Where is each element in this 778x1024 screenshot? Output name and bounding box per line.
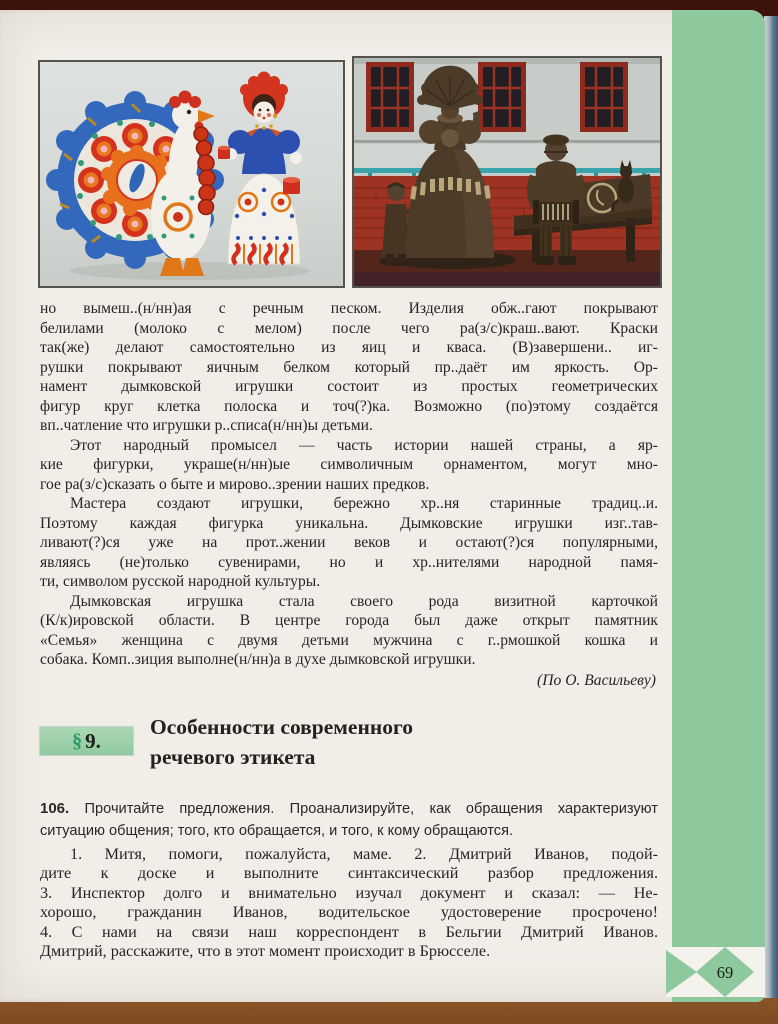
section-heading	[40, 715, 658, 795]
section-title	[150, 713, 413, 772]
text-line: рушки покрывают яичным белком который пр..даёт им яркость. Ор-	[40, 358, 658, 376]
text-line: Дымковская игрушка стала своего рода визитной карточкой	[70, 592, 658, 610]
text-line: кие фигурки, украше(н/нн)ые символичным орнаментом, могут мно-	[40, 456, 658, 473]
page-number-band	[666, 947, 765, 997]
family-monument-photo	[352, 56, 662, 288]
body-paragraph	[40, 592, 658, 670]
instruction-line: 106. Прочитайте предложения. Проанализируйте, как обращения характеризуют	[40, 800, 658, 817]
exercise-sentences	[40, 845, 658, 961]
text-line: так(же) делают самостоятельно из яиц и кваса. (В)завершени.. иг-	[40, 339, 658, 356]
text-line: собака. Комп..зиция выполне(н/нн)а в духе дымковской игрушки.	[40, 651, 476, 668]
page-number: 69	[716, 963, 734, 982]
text-line: вп..чатление что игрушки р..списа(н/нн)ы детьми.	[40, 417, 373, 434]
green-side-strip	[672, 10, 765, 1002]
sentence-line: 4. С нами на связи наш корреспондент в Бельгии Дмитрий Иванов.	[40, 922, 658, 941]
building-windows	[366, 62, 628, 132]
sentence-line: хорошо, гражданин Иванов, водительское удостоверение просрочено!	[40, 903, 658, 922]
text-line: но вымеш..(н/нн)ая с речным песком. Изделия обж..гают покрывают	[40, 300, 658, 317]
section-number: 9.	[85, 728, 101, 753]
section-badge	[40, 727, 133, 755]
text-line: ти, символом русской народной культуры.	[40, 573, 321, 590]
sentence-line: 1. Митя, помоги, пожалуйста, маме. 2. Дмитрий Иванов, подой-	[70, 845, 658, 863]
text-line: гое ра(з/с)сказать о быте и мирово..зрении наших предков.	[40, 475, 430, 493]
text-line: белилами (молоко с мелом) после чего ра(з/с)краш..вают. Краски	[40, 319, 658, 337]
section-title-line: Особенности современного	[150, 715, 413, 739]
body-paragraph	[40, 494, 658, 592]
text-line: фигур круг клетка полоска и точ(?)ка. Возможно (по)этому создаётся	[40, 397, 658, 415]
text-line: (К/к)ировской области. В центре города был даже открыт памятник	[40, 612, 658, 629]
book-page-edge	[764, 16, 778, 998]
exercise-instruction	[40, 798, 658, 842]
text-line: ливают(?)ся уже на прот..жении веков и остают(?)ся популярными,	[40, 534, 658, 551]
text-line: Мастера создают игрушки, бережно хр..ня старинные традиц..и.	[70, 495, 658, 512]
sentence-line: дите к доске и выполните синтаксический разбор предложения.	[40, 864, 658, 883]
text-line: Поэтому каждая фигурка уникальна. Дымковские игрушки изг..тав-	[40, 514, 658, 532]
body-text	[40, 299, 658, 691]
text-line: намент дымковской игрушки состоит из простых геометрических	[40, 378, 658, 395]
body-paragraph	[40, 299, 658, 436]
body-paragraph	[40, 436, 658, 495]
textbook-page	[0, 10, 765, 1002]
text-line: являясь (не)только сувенирами, но и хр..нителями народной памя-	[40, 553, 658, 571]
sentence-line: Дмитрий, расскажите, что в этот момент происходит в Брюсселе.	[40, 942, 491, 961]
text-line: Этот народный промысел — часть истории нашей страны, а яр-	[70, 436, 658, 454]
text-line: «Семья» женщина с двумя детьми мужчина с г..рмошкой кошка и	[40, 631, 658, 649]
exercise-number: 106.	[40, 800, 85, 817]
sentence-line: 3. Инспектор долго и внимательно изучал документ и сказал: — Не-	[40, 883, 658, 902]
paragraph-sign: §	[72, 729, 83, 752]
dictation-text	[40, 299, 658, 670]
instruction-line: ситуацию общения; того, кто обращается, и того, к кому обращаются.	[40, 822, 514, 839]
section-title-line: речевого этикета	[150, 744, 316, 769]
attribution: (По О. Васильеву)	[537, 671, 656, 689]
dymkovo-toys-photo	[38, 60, 345, 288]
